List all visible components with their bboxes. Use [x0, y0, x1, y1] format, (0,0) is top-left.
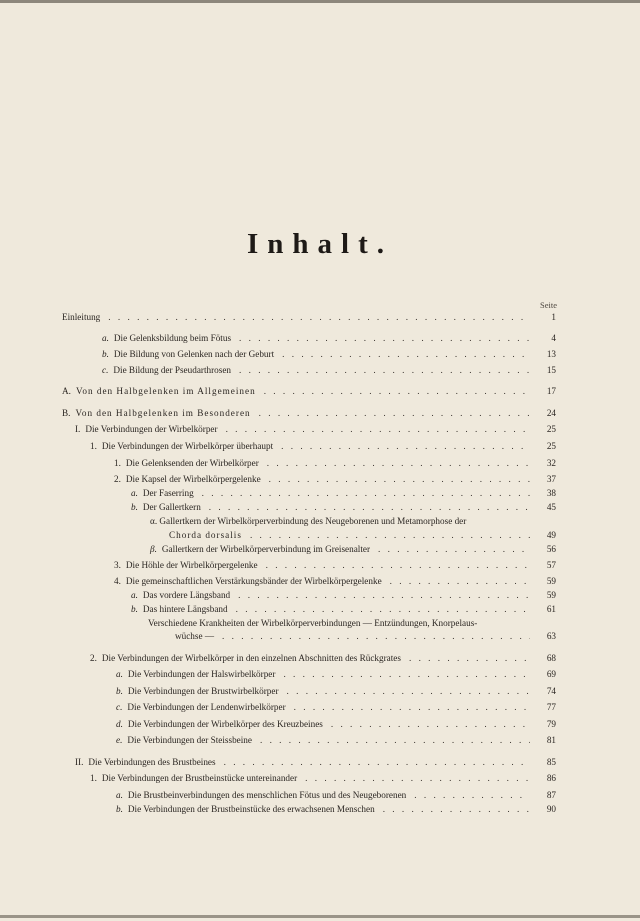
toc-entry: b. Die Bildung von Gelenken nach der Geburt . . . 13 [102, 349, 556, 360]
page-number: 68 [546, 653, 556, 663]
page-number: 79 [546, 719, 556, 729]
toc-entry: a. Die Verbindungen der Halswirbelkörper . . . 69 [116, 669, 556, 680]
toc-entry: a. Der Faserring . . . 38 [131, 488, 556, 499]
page-title: Inhalt. [246, 228, 393, 260]
toc-entry: 3. Die Höhle der Wirbelkörpergelenke . . . 57 [114, 560, 556, 571]
page-number: 56 [546, 544, 556, 554]
toc-entry: a. Die Gelenksbildung beim Fötus . . . 4 [102, 333, 556, 344]
toc-entry: 2. Die Kapsel der Wirbelkörpergelenke . . . 37 [114, 474, 556, 485]
page-number: 45 [546, 502, 556, 512]
toc-entry: II. Die Verbindungen des Brustbeines . . . 85 [75, 757, 556, 768]
page-number: 15 [546, 365, 556, 375]
page-number: 17 [546, 386, 556, 396]
page-number: 32 [546, 458, 556, 468]
page-number: 87 [546, 790, 556, 800]
page-number: 25 [546, 424, 556, 434]
page-number: 1 [551, 312, 556, 322]
page-number: 25 [546, 441, 556, 451]
page-number: 59 [546, 590, 556, 600]
toc-entry: β. Gallertkern der Wirbelkörperverbindung im Greisenalter . . . 56 [150, 544, 556, 555]
page-number: 4 [551, 333, 556, 343]
toc-entry: c. Die Bildung der Pseudarthrosen . . . 15 [102, 365, 556, 376]
page-number: 49 [546, 530, 556, 540]
toc-entry: c. Die Verbindungen der Lendenwirbelkörper . . . 77 [116, 702, 556, 713]
toc-entry: b. Der Gallertkern . . . 45 [131, 502, 556, 513]
toc-entry-first-line: α. Gallertkern der Wirbelkörperverbindung des Neugeborenen und Metamorphose der [150, 516, 467, 526]
toc-entry: Chorda dorsalis . . . 49 [169, 530, 556, 541]
page-column-label: Seite [540, 300, 557, 310]
toc-entry: 1. Die Gelenksenden der Wirbelkörper . . . 32 [114, 458, 556, 469]
toc-entry: Einleitung . . . 1 [62, 312, 556, 323]
toc-entry: d. Die Verbindungen der Wirbelkörper des Kreuzbeines . . . 79 [116, 719, 556, 730]
toc-entry: A. Von den Halbgelenken im Allgemeinen . . . 17 [62, 386, 556, 397]
toc-entry: 1. Die Verbindungen der Wirbelkörper überhaupt . . . 25 [90, 441, 556, 452]
page-number: 13 [546, 349, 556, 359]
toc-entry-first-line: Verschiedene Krankheiten der Wirbelkörperverbindungen — Entzündungen, Knorpelaus- [148, 618, 478, 628]
toc-entry: I. Die Verbindungen der Wirbelkörper . . . 25 [75, 424, 556, 435]
toc-entry: B. Von den Halbgelenken im Besonderen . . . 24 [62, 408, 556, 419]
page-number: 81 [546, 735, 556, 745]
toc-entry: a. Das vordere Längsband . . . 59 [131, 590, 556, 601]
page-number: 63 [546, 631, 556, 641]
toc-entry: e. Die Verbindungen der Steissbeine . . . 81 [116, 735, 556, 746]
page-number: 57 [546, 560, 556, 570]
page-number: 24 [546, 408, 556, 418]
page-number: 37 [546, 474, 556, 484]
page-number: 85 [546, 757, 556, 767]
toc-entry: b. Die Verbindungen der Brustbeinstücke des erwachsenen Menschen . . . 90 [116, 804, 556, 815]
page-number: 38 [546, 488, 556, 498]
page-number: 74 [546, 686, 556, 696]
page-number: 86 [546, 773, 556, 783]
toc-entry: 4. Die gemeinschaftlichen Verstärkungsbänder der Wirbelkörpergelenke . . . 59 [114, 576, 556, 587]
page-number: 69 [546, 669, 556, 679]
toc-entry: a. Die Brustbeinverbindungen des menschlichen Fötus und des Neugeborenen . . . 87 [116, 790, 556, 801]
toc-entry: 2. Die Verbindungen der Wirbelkörper in den einzelnen Abschnitten des Rückgrates . . . 68 [90, 653, 556, 664]
page-number: 77 [546, 702, 556, 712]
page-number: 90 [546, 804, 556, 814]
toc-entry: wüchse — . . . 63 [175, 631, 556, 642]
toc-entry: 1. Die Verbindungen der Brustbeinstücke untereinander . . . 86 [90, 773, 556, 784]
page-number: 61 [546, 604, 556, 614]
toc-entry: b. Das hintere Längsband . . . 61 [131, 604, 556, 615]
toc-entry: b. Die Verbindungen der Brustwirbelkörper . . . 74 [116, 686, 556, 697]
page-number: 59 [546, 576, 556, 586]
